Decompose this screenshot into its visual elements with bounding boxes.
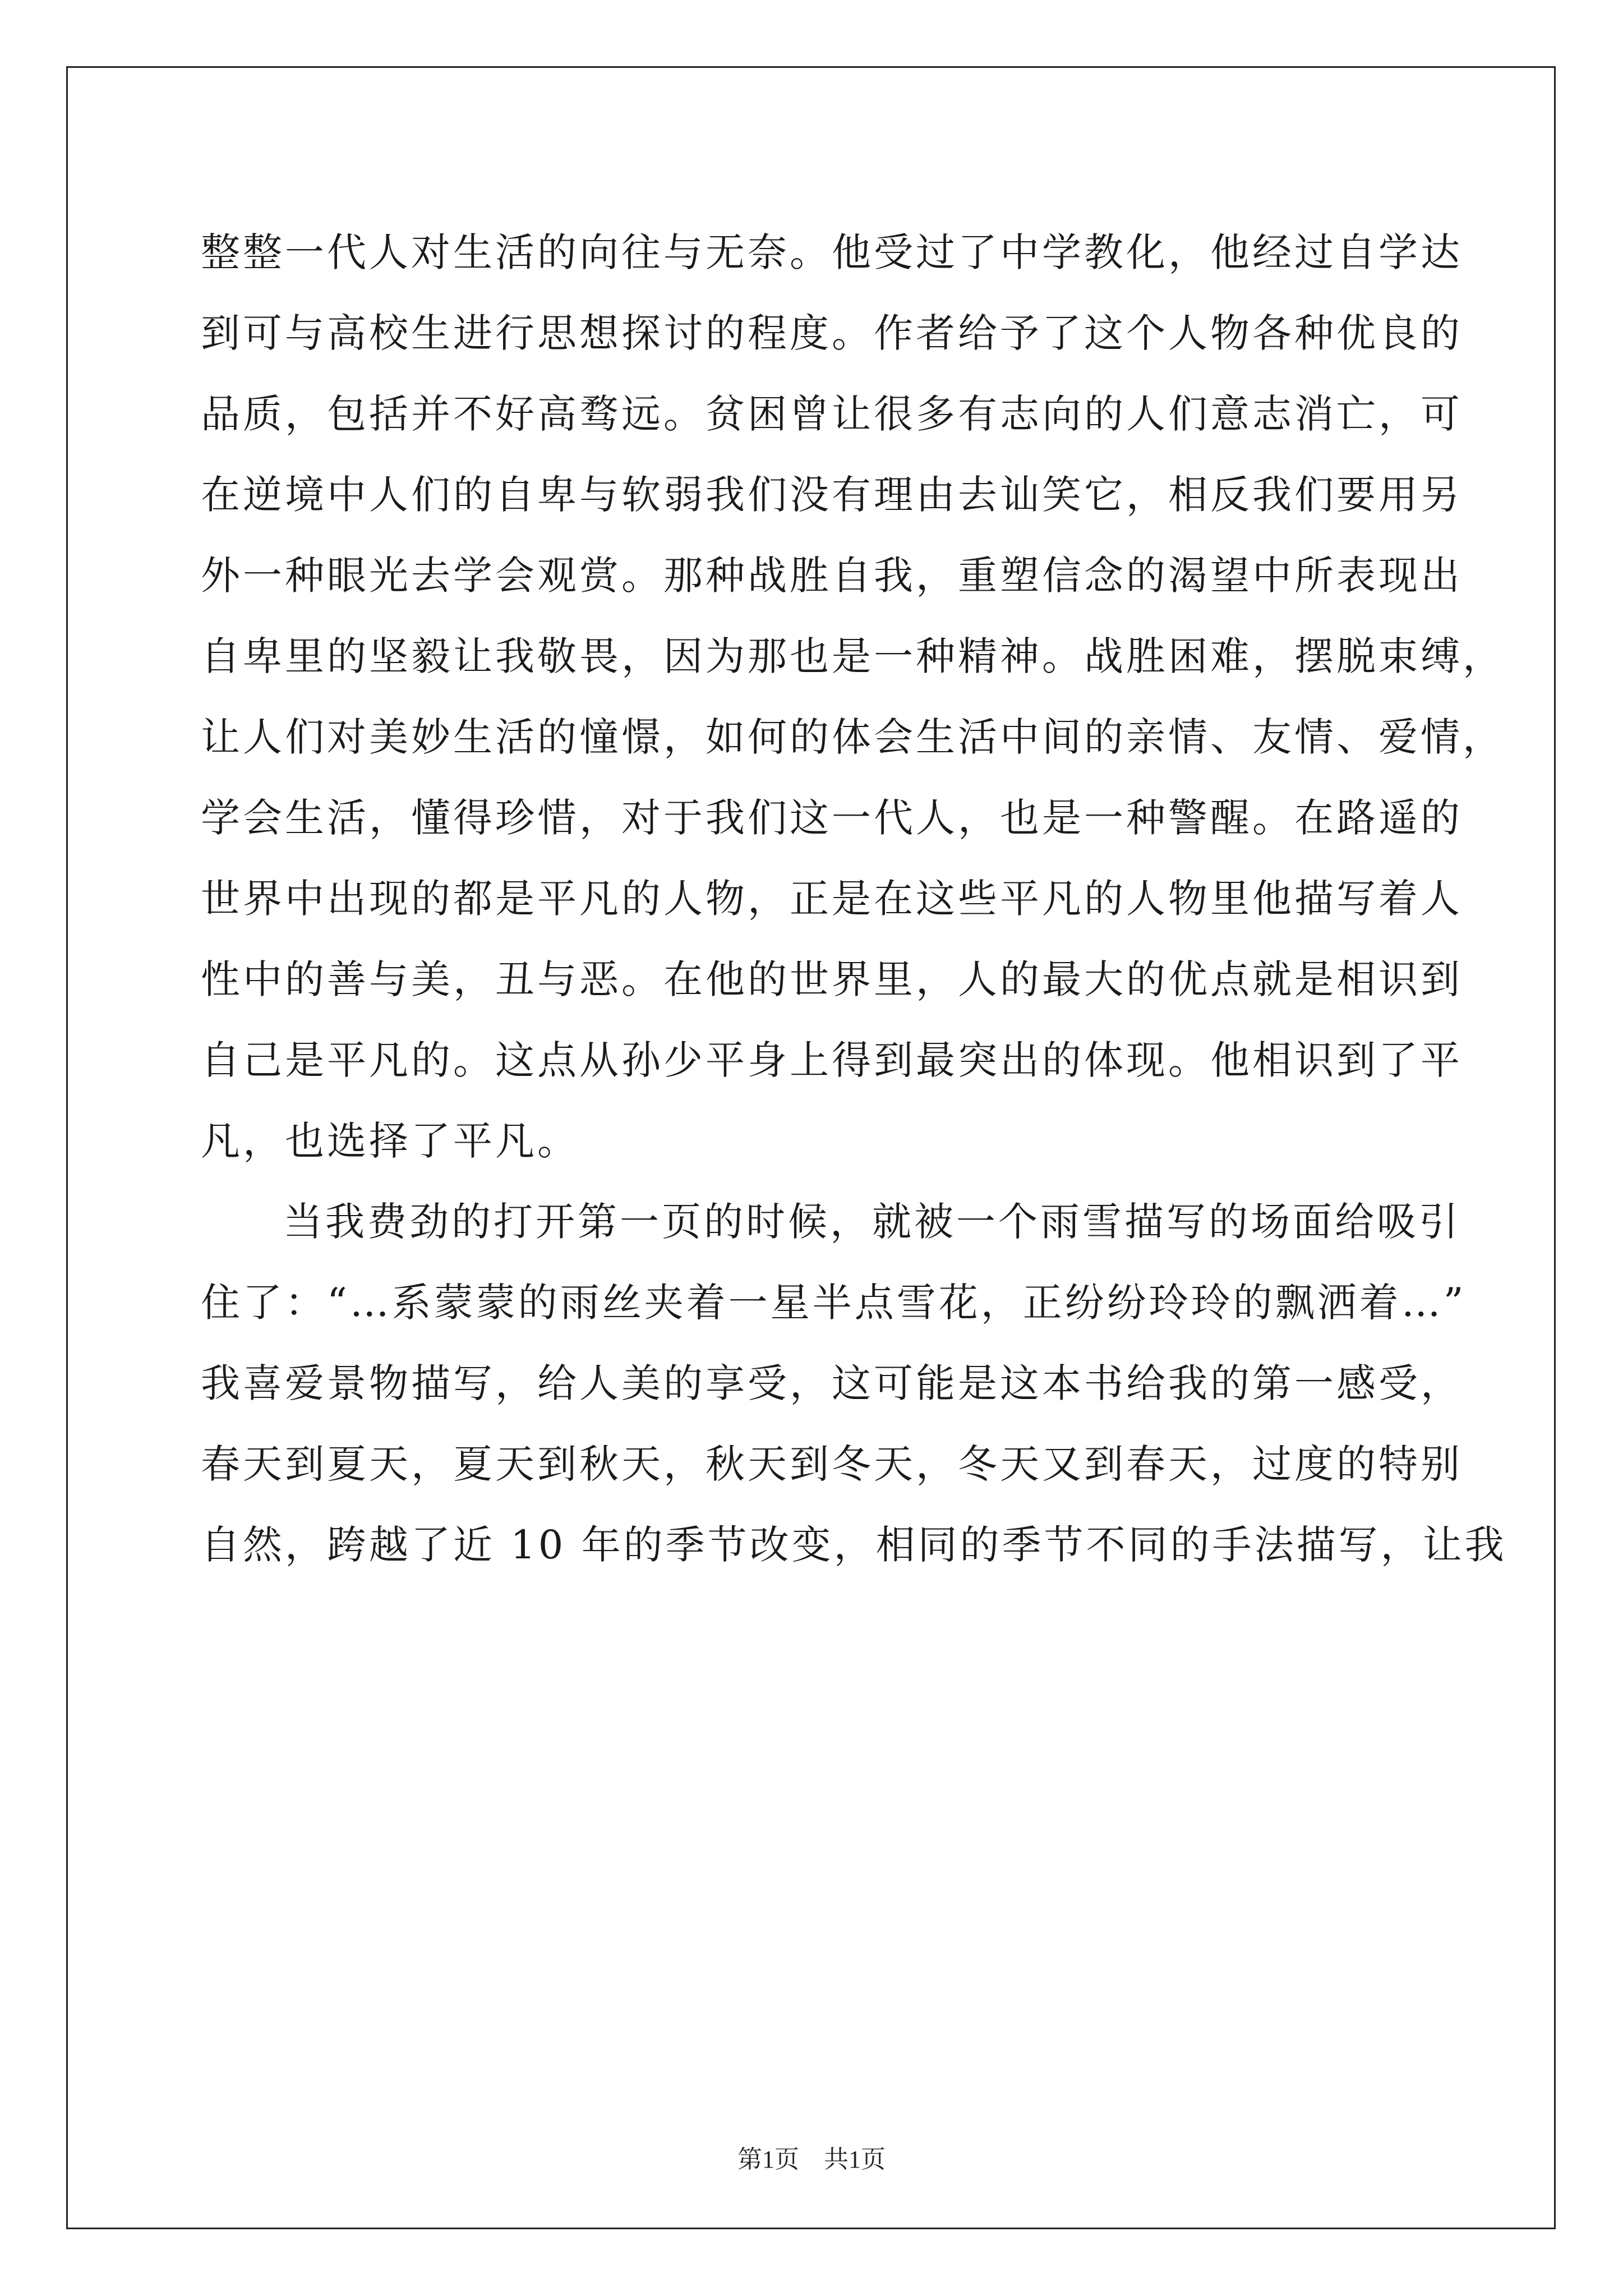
text-line: 春天到夏天，夏天到秋天，秋天到冬天，冬天又到春天，过度的特别	[201, 1441, 1463, 1487]
text-line: 到可与高校生进行思想探讨的程度。作者给予了这个人物各种优良的	[201, 310, 1463, 356]
text-line: 自卑里的坚毅让我敬畏，因为那也是一种精神。战胜困难，摆脱束缚，	[201, 633, 1505, 679]
text-line: 在逆境中人们的自卑与软弱我们没有理由去讪笑它，相反我们要用另	[201, 472, 1463, 518]
page-number-footer: 第1页 共1页	[737, 2146, 886, 2173]
text-line: 自己是平凡的。这点从孙少平身上得到最突出的体现。他相识到了平	[201, 1037, 1463, 1083]
text-line: 学会生活，懂得珍惜，对于我们这一代人，也是一种警醒。在路遥的	[201, 795, 1463, 841]
text-line: 自然，跨越了近 10 年的季节改变，相同的季节不同的手法描写，让我	[201, 1522, 1507, 1568]
text-line: 世界中出现的都是平凡的人物，正是在这些平凡的人物里他描写着人	[201, 876, 1463, 922]
text-line: 让人们对美妙生活的憧憬，如何的体会生活中间的亲情、友情、爱情，	[201, 714, 1505, 760]
text-line: 品质，包括并不好高骛远。贫困曾让很多有志向的人们意志消亡，可	[201, 391, 1463, 437]
paragraph-first-line: 当我费劲的打开第一页的时候，就被一个雨雪描写的场面给吸引	[283, 1199, 1461, 1245]
text-line: 住了：“…系蒙蒙的雨丝夹着一星半点雪花，正纷纷玲玲的飘洒着…”	[201, 1280, 1467, 1326]
text-line: 我喜爱景物描写，给人美的享受，这可能是这本书给我的第一感受，	[201, 1360, 1463, 1406]
text-line: 凡，也选择了平凡。	[201, 1118, 579, 1164]
text-line: 性中的善与美，丑与恶。在他的世界里，人的最大的优点就是相识到	[201, 956, 1463, 1002]
text-line: 整整一代人对生活的向往与无奈。他受过了中学教化，他经过自学达	[201, 229, 1463, 275]
text-line: 外一种眼光去学会观赏。那种战胜自我，重塑信念的渴望中所表现出	[201, 553, 1463, 599]
